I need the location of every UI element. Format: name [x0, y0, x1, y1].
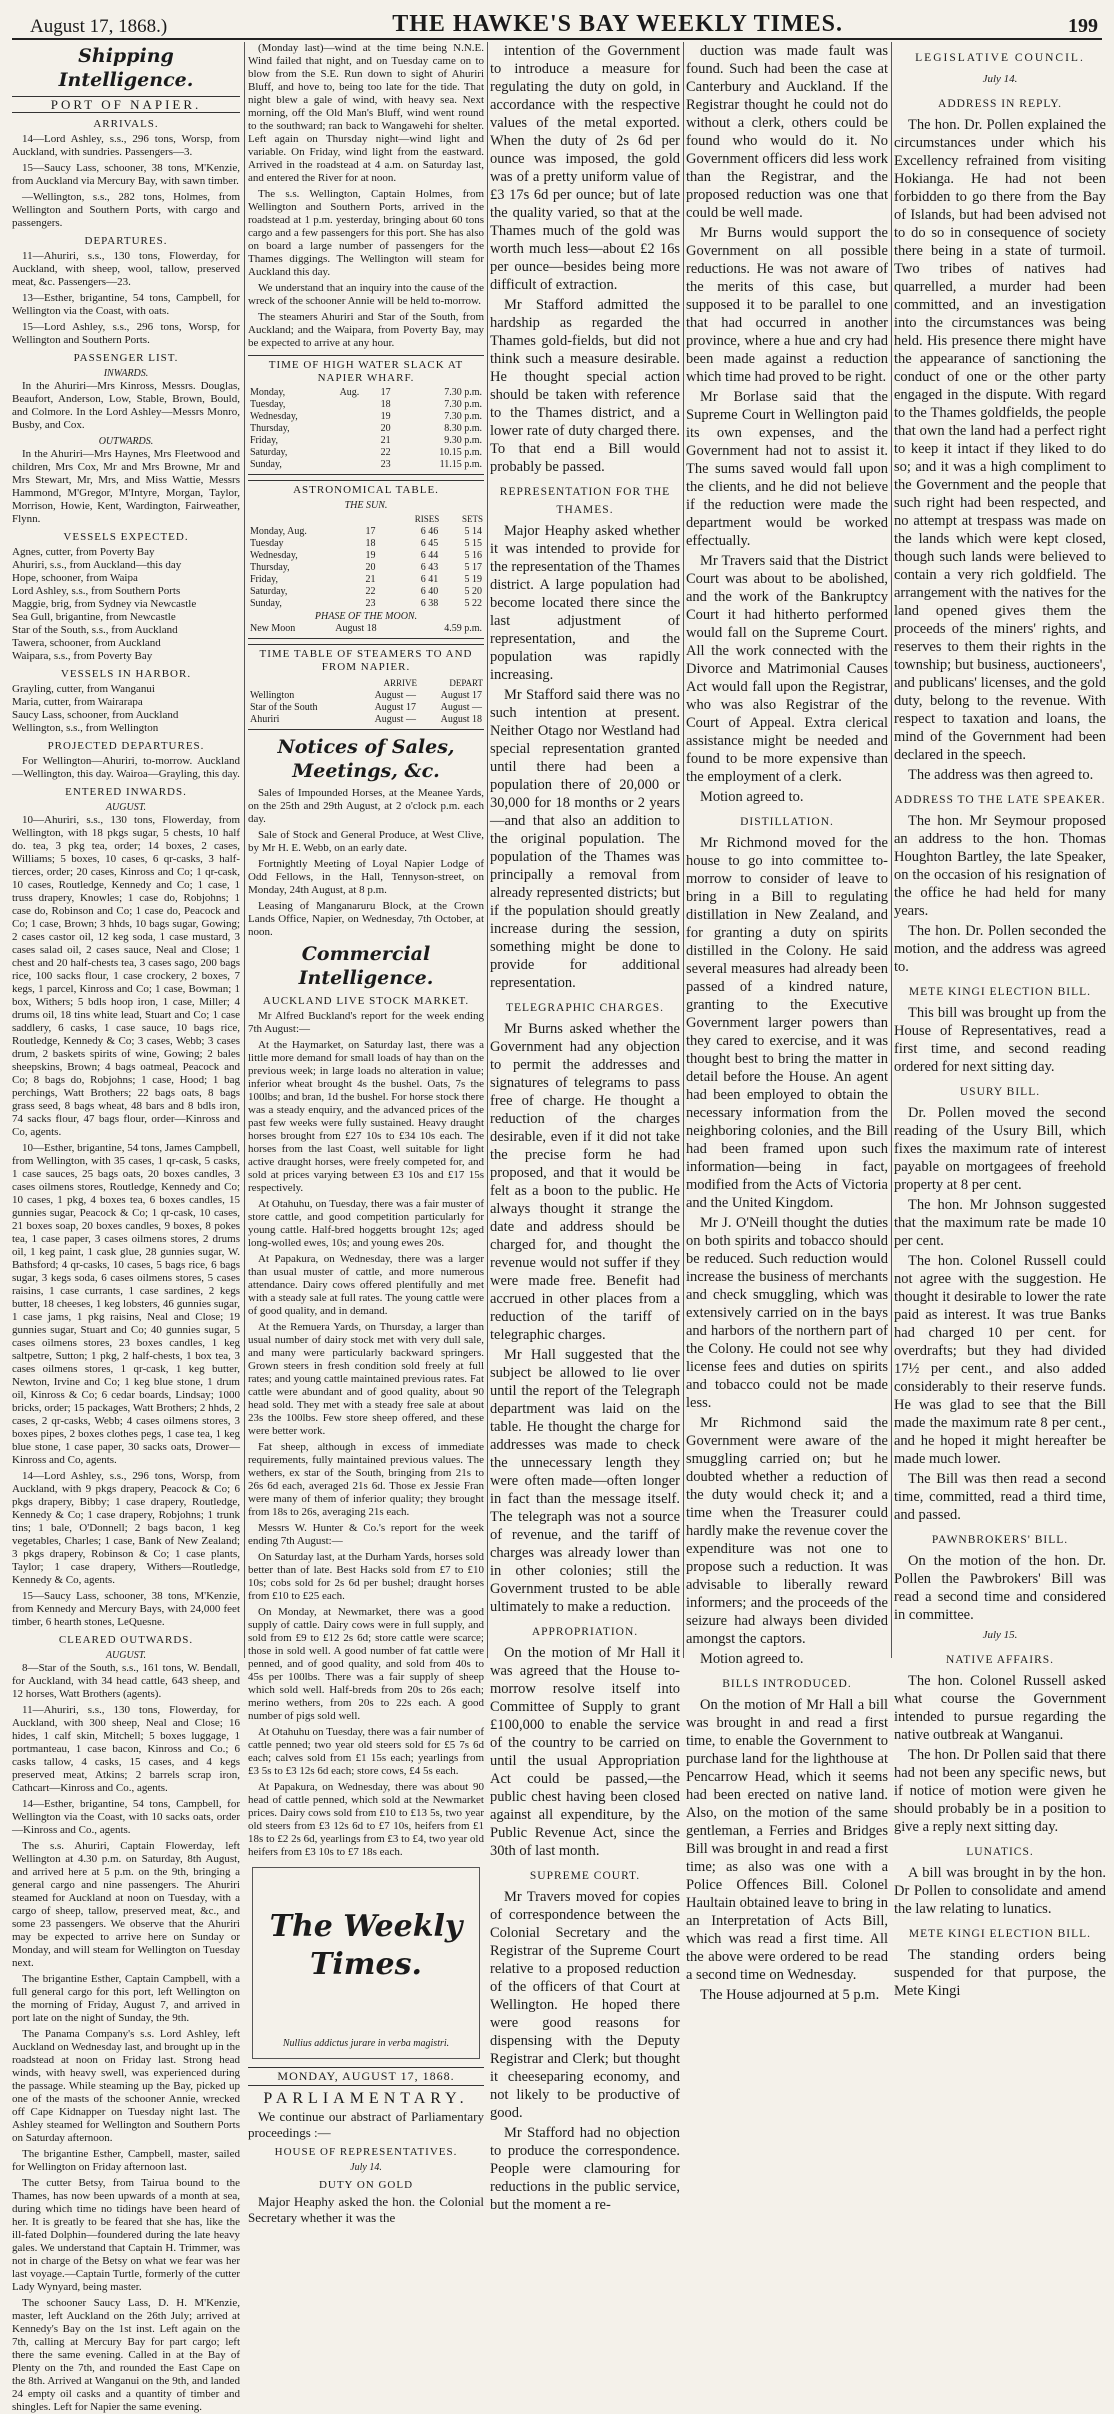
steamer-name: Ahuriri	[250, 714, 280, 725]
sun-table	[248, 512, 484, 610]
arrival-entry: —Wellington, s.s., 282 tons, Holmes, from Wellington and Southern Ports, with cargo and passengers.	[12, 191, 240, 229]
astro-date: 21	[365, 574, 376, 585]
article-paragraph: The Bill was then read a second time, committed, read a third time, and passed.	[894, 1471, 1106, 1523]
masthead	[12, 8, 1102, 40]
shipping-news: The schooner Saucy Lass, D. H. M'Kenzie, master, left Auckland on the 26th July; arrived at Kennedy's Bay on the 1st inst. Left again on the 7th, calling at Mercury Bay for part cargo; left there the same evening. Called in at the Bay of Plenty on the 7th, and rounded the East Cape on the 8th. Arrived at Wanganui on the 9th, and landed 24 empty oil casks and a quantity of timber and shingles. Left for Napier the same evening.	[12, 2297, 240, 2413]
article-paragraph: Mr Travers moved for copies of correspondence between the Colonial Secretary and the Registrar of the Supreme Court relative to a proposed reduction of the officers of that Court at Wellington. He hoped there were good reasons for dispensing with the Deputy Registrar and Clerk; but thought it cheeseparing economy, and not likely to be productive of good.	[490, 1889, 680, 2121]
article-paragraph: Mr Stafford said there was no such intention at present. Neither Otago nor Westland had special representation granted until there had been a population there of 20,000 or 30,000 for 18 months or 2 years—and that also an addition to the original population. The population of the Thames was principally a removal from already represented districts; but if the population should greatly increase during the session, something might be done to provide for additional representation.	[490, 687, 680, 991]
vessel-item: Saucy Lass, schooner, from Auckland	[12, 709, 179, 721]
livestock-heading: AUCKLAND LIVE STOCK MARKET.	[262, 995, 470, 1007]
astro-day: Wednesday,	[250, 550, 298, 561]
tide-day: Friday,	[250, 435, 278, 446]
cleared-entry: 14—Esther, brigantine, 54 tons, Campbell, for Wellington via the Coast, with 10 sacks oats, order—Kinross and Co., agents.	[12, 1798, 240, 1836]
steamer-arrive: August 17	[374, 702, 416, 713]
shipping-news-continued: We understand that an inquiry into the cause of the wreck of the schooner Annie will be held to-morrow.	[248, 282, 484, 307]
market-report: Mr Alfred Buckland's report for the week ending 7th August:—	[248, 1010, 484, 1035]
tide-date: 23	[380, 459, 391, 470]
tide-time: 9.30 p.m.	[444, 435, 482, 446]
tide-day: Thursday,	[250, 423, 290, 434]
sunset-time: 5 22	[464, 598, 482, 609]
shipping-news: The brigantine Esther, Campbell, master, sailed for Wellington on Friday afternoon last.	[12, 2148, 240, 2173]
astro-row	[248, 598, 484, 610]
steamer-table	[248, 676, 484, 726]
notice-item: Fortnightly Meeting of Loyal Napier Lodge of Odd Fellows, in the Hall, Tennyson-street, on Monday, 24th August, at 8 p.m.	[248, 858, 484, 896]
cleared-month: AUGUST.	[105, 1650, 147, 1661]
column-tables-commercial	[248, 42, 484, 2225]
appropriation-heading: APPROPRIATION.	[531, 1626, 639, 1638]
market-report: On Monday, at Newmarket, there was a good supply of cattle. Dairy cows were in full supply, and sold from £9 to £12 2s 6d; store cattle were scarce; those in sold well. A good number of fat cattle were penned, and of good quality, and sold from 40s to 45s per 100lbs. There was a fair supply of sheep which sold well. Half-breds from 20s to 26s each; merino wethers, from 20s to 22s each. A good number of pigs sold well.	[248, 1606, 484, 1722]
sunrise-time: 6 40	[420, 586, 439, 597]
inwards-heading: INWARDS.	[103, 368, 149, 379]
astro-date: 23	[365, 598, 376, 609]
emblem-motto: Nullius addictus jurare in verba magistri.	[282, 2038, 450, 2049]
tide-date: 20	[380, 423, 391, 434]
shipping-news: The cutter Betsy, from Tairua bound to the Thames, has now been upwards of a month at sea, during which time no tidings have been heard of her. It is greatly to be feared that she has, like the ill-fated Dolphin—foundered during the late heavy gales. We understand that Captain H. Trimmer, was not in charge of the Betsy on what we fear was her last voyage.—Captain Turtle, formerly of the cutter Lady Wynyard, being master.	[12, 2177, 240, 2293]
article-paragraph: Motion agreed to.	[700, 1651, 804, 1667]
mete-kingi-heading: METE KINGI ELECTION BILL.	[908, 986, 1092, 998]
arrival-entry: 14—Lord Ashley, s.s., 296 tons, Worsp, from Auckland, with sundries. Passengers—3.	[12, 133, 240, 158]
vessel-item: Hope, schooner, from Waipa	[12, 572, 138, 584]
vessel-item: Grayling, cutter, from Wanganui	[12, 683, 155, 695]
sunrise-time: 6 41	[420, 574, 439, 585]
tide-day: Wednesday,	[250, 411, 298, 422]
astro-date: 18	[365, 538, 376, 549]
issue-dateline: MONDAY, AUGUST 17, 1868.	[248, 2067, 484, 2086]
tide-month: Aug.	[339, 387, 360, 398]
legislative-council-heading: LEGISLATIVE COUNCIL.	[915, 52, 1085, 64]
tide-time: 7.30 p.m.	[444, 411, 482, 422]
steamer-depart: August 18	[440, 714, 482, 725]
tide-table	[248, 387, 484, 471]
notice-item: Leasing of Manganaruru Block, at the Crown Lands Office, Napier, on Wednesday, 7th October, at noon.	[248, 900, 484, 938]
shipping-news-continued: The steamers Ahuriri and Star of the South, from Auckland; and the Waipara, from Poverty Bay, may be expected to arrive at any hour.	[248, 311, 484, 349]
article-paragraph: On the motion of Mr Hall it was agreed that the House to-morrow resolve itself into Committee of Supply to grant £100,000 to enable the service of the country to be carried on until the usual Appropriation Act could be passed,—the public chest having been closed against all expenditure, by the Public Revenue Act, since the 30th of last month.	[490, 1645, 680, 1859]
commercial-heading: Commercial Intelligence.	[298, 943, 434, 989]
vessel-item: Tawera, schooner, from Auckland	[12, 637, 161, 649]
article-paragraph: The hon. Colonel Russell asked what course the Government intended to pursue regarding the native outbreak at Wanganui.	[894, 1673, 1106, 1743]
article-paragraph: Mr Richmond said the Government were aware of the smuggling carried on; but he doubted whether a reduction of the duty would check it; and a time when the Treasurer could hardly make the revenue cover the expenditure was not one to propose such a reduction. It was advisable to liberally reward informers; and the proceeds of the seizure had always been divided amongst the captors.	[686, 1415, 888, 1647]
article-paragraph: On the motion of Mr Hall a bill was brought in and read a first time, to enable the Government to purchase land for the lighthouse at Pencarrow Head, which it seems had been erected on native land. Also, on the motion of the same gentleman, a Ferries and Bridges Bill was brought in and read a first time; as also was one with a Police Offences Bill. Colonel Haultain obtained leave to bring in an Interpretation of Acts Bill, which was read a first time. All the above were ordered to be read a second time on Wednesday.	[686, 1697, 888, 1983]
cleared-entry: 11—Ahuriri, s.s., 130 tons, Flowerday, for Auckland, with 300 sheep, Neal and Close; 16 hides, 1 calf skin, Mitchell; 5 boxes luggage, 1 portmanteau, 1 case bacon, Kinross and Co.; 6 casks tallow, 4 casks, 15 cases, and 4 kegs preserved meat, Atkins; 2 barrels scrap iron, Cathcart—Kinross and Co., agents.	[12, 1704, 240, 1794]
vessel-item: Lord Ashley, s.s., from Southern Ports	[12, 585, 181, 597]
supreme-court-heading: SUPREME COURT.	[529, 1870, 641, 1882]
sunrise-time: 6 45	[420, 538, 439, 549]
article-paragraph: Mr Borlase said that the Supreme Court in Wellington paid its own expenses, and the Government had not to assist it. The sums saved would fall upon the clients, and he did not believe if the reduction were made the department would be worked effectually.	[686, 389, 888, 549]
astro-date: 22	[365, 586, 376, 597]
tide-row	[248, 399, 484, 411]
steamer-name: Wellington	[250, 690, 295, 701]
passenger-list-heading: PASSENGER LIST.	[73, 352, 179, 364]
market-report: At the Haymarket, on Saturday last, there was a little more demand for small loads of hay than on the previous week; in large loads no alteration in value; inferior wheat brought 4s the bushel. Oats, 7s the 100lbs; and bran, 1d the bushel. For horse stock there was a steady enquiry, and the advanced prices of the past few weeks were fully sustained. Heavy draught horses brought from £27 10s to £34 10s each. The horses from the last Coast, well suitable for light active draught horses, were freely competed for, and sold at prices varying between £3 10s and £17 15s respectively.	[248, 1039, 484, 1194]
native-affairs-heading: NATIVE AFFAIRS.	[945, 1654, 1055, 1666]
arrive-header: ARRIVE	[383, 678, 417, 688]
sunset-time: 5 17	[464, 562, 482, 573]
market-report: Messrs W. Hunter & Co.'s report for the week ending 7th August:—	[248, 1522, 484, 1547]
emblem-title: The Weekly Times.	[269, 1909, 463, 1982]
sun-subtitle: THE SUN.	[344, 500, 388, 511]
arrivals-heading: ARRIVALS.	[93, 118, 159, 130]
astro-row	[248, 526, 484, 538]
astro-row	[248, 550, 484, 562]
port-heading: PORT OF NAPIER.	[12, 96, 240, 113]
moon-table	[248, 623, 484, 635]
projected-text: For Wellington—Ahuriri, to-morrow. Auckland—Wellington, this day. Wairoa—Grayling, this day.	[12, 755, 240, 780]
astro-day: Tuesday	[250, 538, 284, 549]
article-paragraph: The hon. Dr Pollen said that there had not been any specific news, but if notice of motion were given he should probably be in a position to give a reply next sitting day.	[894, 1747, 1106, 1835]
inwards-text: In the Ahuriri—Mrs Kinross, Messrs. Douglas, Beaufort, Anderson, Low, Stable, Brown, Bould, and Colmore. In the Lord Ashley—Messrs Monro, Busby, and Cox.	[12, 380, 240, 431]
article-paragraph: The hon. Dr. Pollen explained the circumstances under which his Excellency refrained from visiting Hokianga. He had not been forbidden to go there from the Bay of Islands, but had been advised not to do so in consequence of society there being in a state of turmoil. Two tribes of natives had quarrelled, a murder had been committed, and an investigation into the circumstances was being held. His presence there might have the appearance of sanctioning the conduct of one or the other party engaged in the dispute. With regard to the Thames goldfields, the people that own the land had a perfect right to keep it intact if they liked to do so; and it was a high compliment to the Government and the people that such right had been respected, and no attempt at trespass was made on the lands which were kept closed, though such lands were believed to contain a very rich goldfield. The arrangement with the natives for the land opened gives them the proceeds of the miners' rights, and reserves to them their rights in the township; but business, auctioneers', and publicans' licenses, and the gold duty, belong to the revenue. With respect to taxation and loans, the mind of the Government had been declared in the speech.	[894, 117, 1106, 763]
departure-entry: 15—Lord Ashley, s.s., 296 tons, Worsp, for Wellington and Southern Ports.	[12, 321, 240, 346]
moon-time: 4.59 p.m.	[444, 623, 482, 634]
steamer-arrive: August —	[374, 714, 416, 725]
vessel-item: Ahuriri, s.s., from Auckland—this day	[12, 559, 182, 571]
departure-entry: 11—Ahuriri, s.s., 130 tons, Flowerday, for Auckland, with sheep, wool, tallow, preserved meat, &c. Passengers—23.	[12, 250, 240, 288]
article-paragraph: The hon. Dr. Pollen seconded the motion, and the address was agreed to.	[894, 923, 1106, 975]
astro-row	[248, 574, 484, 586]
entered-inwards-heading: ENTERED INWARDS.	[65, 786, 187, 798]
tide-time: 7.30 p.m.	[444, 399, 482, 410]
council-date: July 15.	[982, 1629, 1018, 1641]
steamer-depart: August —	[440, 702, 482, 713]
tide-time: 8.30 p.m.	[444, 423, 482, 434]
article-paragraph: Mr Stafford admitted the hardship as regarded the Thames gold-fields, but did not think such a measure desirable. He thought special action should be taken with reference to the Thames district, and a lower rate of duty charged there. To that end a Bill would probably be passed.	[490, 297, 680, 475]
tide-row	[248, 447, 484, 459]
usury-bill-heading: USURY BILL.	[959, 1086, 1041, 1098]
moon-date: August 18	[335, 623, 377, 634]
tide-row	[248, 423, 484, 435]
shipping-news: The Panama Company's s.s. Lord Ashley, left Auckland on Wednesday last, and brought up in the roadstead at noon on Friday last. Strong head winds, with heavy swell, was experienced during the passage. While steaming up the Bay, picked up one of the masts of the schooner Annie, wrecked off Cape Kidnapper on Tuesday night last. The Ashley steamed for Wellington and Southern Ports on Saturday afternoon.	[12, 2028, 240, 2144]
moon-phase-title: PHASE OF THE MOON.	[314, 611, 418, 622]
market-report: On Saturday last, at the Durham Yards, horses sold better than of late. Best Hacks sold from £7 to £10 10s; cobs sold for 2s 6d per bushel; draught horses from £10 to £25 each.	[248, 1551, 484, 1602]
representation-heading: REPRESENTATION FOR THE THAMES.	[499, 486, 671, 516]
column-rule	[487, 42, 488, 1658]
page-number: 199	[1067, 15, 1098, 37]
vessel-item: Waipara, s.s., from Poverty Bay	[12, 650, 153, 662]
astro-date: 19	[365, 550, 376, 561]
sunset-time: 5 14	[464, 526, 482, 537]
cleared-outwards-heading: CLEARED OUTWARDS.	[58, 1634, 194, 1646]
entered-entry: 14—Lord Ashley, s.s., 296 tons, Worsp, from Auckland, with 9 pkgs drapery, Peacock & Co; 6 pkgs drapery, Bibby; 1 case drapery, Routledge, Kennedy & Co; 1 case drapery, Robjohns; 1 trunk tins; 1 bale, O'Donnell; 2 bags bacon, 1 keg vegetables, Charles; 1 case, Bank of New Zealand; 3 pkgs drapery, Robinson & Co; 1 case plants, Taylor; 1 case drapery, Withers—Routledge, Kennedy & Co, agents.	[12, 1470, 240, 1586]
article-paragraph: duction was made fault was found. Such had been the case at Canterbury and Auckland. If the Registrar thought he could not do without a clerk, others could be found who would do it. No Government officers did less work than the Registrar, and the proposed reduction was one that could be well made.	[686, 43, 888, 221]
astro-day: Monday, Aug.	[250, 526, 307, 537]
astronomical-table	[248, 480, 484, 639]
article-paragraph: The address was then agreed to.	[908, 767, 1094, 783]
article-paragraph: This bill was brought up from the House of Representatives, read a first time, and second reading ordered for next sitting day.	[894, 1005, 1106, 1075]
lunatics-heading: LUNATICS.	[966, 1846, 1034, 1858]
article-paragraph: Mr Richmond moved for the house to go into committee to-morrow to consider of leave to bring in a Bill to regulating distillation in New Zealand, and for granting a duty on spirits distilled in the Colony. He said several measures had already been passed of a kindred nature, granting to the Executive Government larger powers than they cared to exercise, and it was thought best to bring the matter in detail before the House. An agent had been employed to obtain the necessary information from the neighboring colonies, and the Bill had been framed upon such information—being in fact, modified from the Acts of Victoria and the United Kingdom.	[686, 835, 888, 1211]
market-report: Fat sheep, although in excess of immediate requirements, fully maintained previous values. The wethers, ex star of the South, bringing from 21s to 26s 6d each, averaged 21s 6d. Those ex Jessie Fran were many of them of inferior quality; they brought from 18s to 26s, averaging 21s each.	[248, 1441, 484, 1518]
market-report: At Otahuhu on Tuesday, there was a fair number of cattle penned; two year old steers sold for £5 7s 6d each; calves sold from £1 15s each; yearlings from £3 5s to £3 12s 6d each; store cows, £4 5s each.	[248, 1726, 484, 1777]
column-parliament-2	[686, 42, 888, 2003]
column-shipping	[12, 42, 240, 2413]
depart-header: DEPART	[449, 678, 483, 688]
projected-departures-heading: PROJECTED DEPARTURES.	[47, 740, 205, 752]
sunrise-time: 6 43	[420, 562, 439, 573]
article-paragraph: The standing orders being suspended for that purpose, the Mete Kingi	[894, 1947, 1106, 1999]
pawnbrokers-heading: PAWNBROKERS' BILL.	[931, 1534, 1069, 1546]
departure-entry: 13—Esther, brigantine, 54 tons, Campbell, for Wellington via the Coast, with oats.	[12, 292, 240, 317]
tide-time: 10.15 p.m.	[439, 447, 482, 458]
astro-day: Friday,	[250, 574, 278, 585]
steamer-name: Star of the South	[250, 702, 318, 713]
tide-month	[338, 459, 379, 471]
notice-item: Sale of Stock and General Produce, at West Clive, by Mr H. E. Webb, on an early date.	[248, 829, 484, 854]
market-report: At Otahuhu, on Tuesday, there was a fair muster of store cattle, and good competition particularly for young cattle. Half-bred hoggetts brought 12s; aged long-wolled ewes, 10s; and young ewes 20s.	[248, 1198, 484, 1249]
shipping-news: The brigantine Esther, Captain Campbell, with a full general cargo for this port, left Wellington on the morning of Friday, August 7, and arrived in port late on the night of Sunday, the 9th.	[12, 1973, 240, 2024]
late-speaker-heading: ADDRESS TO THE LATE SPEAKER.	[894, 794, 1106, 806]
article-paragraph: A bill was brought in by the hon. Dr Pollen to consolidate and amend the law relating to lunatics.	[894, 1865, 1106, 1917]
article-paragraph: Dr. Pollen moved the second reading of the Usury Bill, which fixes the maximum rate of interest payable on mortgagees of freehold property at 8 per cent.	[894, 1105, 1106, 1193]
sunrise-time: 6 38	[420, 598, 439, 609]
tide-date: 19	[380, 411, 391, 422]
tide-day: Sunday,	[250, 459, 282, 470]
outwards-heading: OUTWARDS.	[98, 436, 154, 447]
article-paragraph: Mr Travers said that the District Court was about to be abolished, and the work of the Bankruptcy Court it had hitherto performed would fall on the Supreme Court. All the work connected with the Divorce and Matrimonial Causes Act would fall upon the Registrar, who was also Registrar of the Court of Appeal. Extra clerical assistance might be needed and found to be more expensive than the employment of a clerk.	[686, 553, 888, 785]
vessel-item: Wellington, s.s., from Wellington	[12, 722, 159, 734]
tide-day: Monday,	[250, 387, 286, 398]
moon-label: New Moon	[250, 623, 296, 634]
notices-heading: Notices of Sales, Meetings, &c.	[277, 736, 455, 782]
high-water-title: TIME OF HIGH WATER SLACK AT NAPIER WHARF.	[268, 359, 464, 384]
article-paragraph: The House adjourned at 5 p.m.	[700, 1987, 880, 2003]
newspaper-title: THE HAWKE'S BAY WEEKLY TIMES.	[392, 11, 843, 37]
sunset-time: 5 20	[464, 586, 482, 597]
market-report: At the Remuera Yards, on Thursday, a larger than usual number of dairy stock met with very dull sale, and many were particularly backward springers. Grown steers in fresh condition sold freely at full rates; and young cattle maintained previous rates. Fat cattle were abundant and of good quality, about 90 head sold. They met with a steady free sale at about 23s the 100lbs. Few store sheep offered, and these were better work.	[248, 1321, 484, 1437]
shipping-news: The s.s. Ahuriri, Captain Flowerday, left Wellington at 4.30 p.m. on Saturday, 8th August, and arrived here at 5 p.m. on the 9th, bringing a general cargo and nine passengers. The Ahuriri steamed for Auckland at noon on Tuesday, with a cargo of sheep, tallow, preserved meat, &c., and some 23 passengers. We observe that the Ahuriri may be expected to arrive here on Sunday or Monday, and will steam for Wellington on Tuesday next.	[12, 1840, 240, 1969]
entered-month: AUGUST.	[105, 802, 147, 813]
tide-row	[248, 435, 484, 447]
vessel-item: Agnes, cutter, from Poverty Bay	[12, 546, 155, 558]
steamer-depart: August 17	[440, 690, 482, 701]
house-heading: HOUSE OF REPRESENTATIVES.	[274, 2146, 458, 2158]
sunrise-time: 6 44	[420, 550, 439, 561]
vessel-item: Maggie, brig, from Sydney via Newcastle	[12, 598, 197, 610]
vessels-in-harbor-heading: VESSELS IN HARBOR.	[60, 668, 192, 680]
parliamentary-heading: PARLIAMENTARY.	[263, 2090, 469, 2107]
article-paragraph: Mr Stafford had no objection to produce the correspondence. People were clamouring for reductions in the public service, but the moment a re-	[490, 2125, 680, 2213]
tide-month	[338, 423, 379, 435]
tide-row	[248, 459, 484, 471]
tide-date: 17	[380, 387, 391, 398]
parliamentary-intro: We continue our abstract of Parliamentary proceedings :—	[248, 2109, 484, 2140]
arrival-entry: 15—Saucy Lass, schooner, 38 tons, M'Kenzie, from Auckland via Mercury Bay, with sawn timber.	[12, 162, 240, 187]
article-paragraph: The hon. Colonel Russell could not agree with the suggestion. He thought it desirable to lower the rate paid as interest. It was true Banks had charged 10 per cent. for overdrafts; but they had divided 17½ per cent., and also added considerably to their reserve funds. He was glad to see that the Bill made the maximum rate 8 per cent., and he hoped it might hereafter be made much lower.	[894, 1253, 1106, 1467]
tide-day: Saturday,	[250, 447, 288, 458]
tide-day: Tuesday,	[250, 399, 286, 410]
astronomical-title: ASTRONOMICAL TABLE.	[293, 484, 439, 496]
article-paragraph: Mr Burns would support the Government on all possible reductions. He was not aware of the merits of this case, but supposed it to be parallel to one that had occurred in another province, where a hue and cry had been made against a reduction which time had proved to be right.	[686, 225, 888, 385]
sunset-time: 5 15	[464, 538, 482, 549]
distillation-heading: DISTILLATION.	[740, 816, 834, 828]
shipping-news-continued: (Monday last)—wind at the time being N.N.E. Wind failed that night, and on Tuesday came on to blow from the S.E. Run down to sight of Ahuriri Bluff, and hove to, being too late for the tide. That night blew a gale of wind, with heavy sea. Next morning, off the Old Man's Bluff, wind went round to the southward; ran back to Wangawehi for shelter. Left again on Thursday night—wind light and variable. On Friday, wind light from the eastward. Arrived in the roadstead at 4 a.m. on Saturday last, and entered the River for at noon.	[248, 42, 484, 184]
weekly-times-emblem	[252, 1867, 480, 2059]
duty-on-gold-text: Major Heaphy asked the hon. the Colonial Secretary whether it was the	[248, 2194, 484, 2225]
vessel-item: Sea Gull, brigantine, from Newcastle	[12, 611, 176, 623]
column-legislative-council	[894, 42, 1106, 1999]
sunset-time: 5 16	[464, 550, 482, 561]
tide-row	[248, 411, 484, 423]
astro-day: Sunday,	[250, 598, 282, 609]
departures-heading: DEPARTURES.	[84, 235, 168, 247]
column-parliament-1	[490, 42, 680, 2213]
steamer-row	[248, 690, 484, 702]
market-report: At Papakura, on Wednesday, there was about 90 head of cattle penned, which sold at the Newmarket prices. Dairy cows sold from £10 to £13 5s, two year old steers from £3 12s 6d to £7 10s, heifers from £1 18s to £2 2s 6d, yearlings from £3 to £4, two year old heifers from £3 10s to £7 18s each.	[248, 1781, 484, 1858]
outwards-text: In the Ahuriri—Mrs Haynes, Mrs Fleetwood and children, Mrs Cox, Mr and Mrs Browne, Mr and Mrs Stewart, Mr, Mrs, and Miss Wattie, Messrs Hammond, M'Gregor, M'Intyre, Morgan, Taylor, Morrison, Howie, Kent, Wardington, Fairweather, Flynn.	[12, 448, 240, 525]
high-water-table	[248, 355, 484, 475]
market-report: At Papakura, on Wednesday, there was a larger than usual muster of cattle, and more numerous attendance. Dairy cows offered plentifully and met with a steady sale at full rates. The young cattle were of good quality, and in demand.	[248, 1253, 484, 1317]
astro-date: 17	[365, 526, 376, 537]
entered-entry: 10—Esther, brigantine, 54 tons, James Campbell, from Wellington, with 35 cases, 1 qr-cask, 5 casks, 1 case sauces, 25 bags oats, 20 boxes candles, 3 cases oilmens stores, Routledge, Kennedy and Co; 10 cases, 1 pkg, 4 boxes tea, 6 boxes candles, 15 gunnies sugar, Peacock & Co; 1 qr-cask, 10 cases, 21 boxes soap, 20 boxes candles, 9 boxes, 8 pokes tea, 1 case paper, 3 cases oilmens stores, 2 drums oil, 1 keg paint, 1 cask glue, 28 gunnies sugar, W. Bathsford; 4 qr-casks, 10 cases, 5 bags rice, 6 bags sugar, 3 kegs soda, 6 cases oilmens stores, 5 cases raisins, 1 case currants, 1 case sardines, 2 kegs butter, 18 cheeses, 1 keg lobsters, 46 gunnies sugar, 1 case jams, 1 pkg raisins, Neal and Close; 19 gunnies sugar, Stuart and Co; 40 gunnies sugar, 5 cases oilmens stores, 23 boxes candles, 1 keg saltpetre, Sutton; 1 pkg, 2 half-chests, 1 box tea, 3 cases oilmens stores, 1 qr-cask, 1 keg butter, Newton, Irvine and Co; 1 keg blue stone, 1 drum oil, Kinross & Co; 6 cedar boards, Lindsay; 1000 bricks, order; 15 packages, Watt Brothers; 2 hhds, 2 cases, 2 qr-casks, Webb; 4 cases oilmens stores, 3 boxes pipes, 2 boxes clothes pegs, 1 case tea, 1 keg blue stone, 1 case paper, 30 sacks oats, Drower—Kinross and Co, agents.	[12, 1142, 240, 1466]
vessel-item: Star of the South, s.s., from Auckland	[12, 624, 178, 636]
article-paragraph: On the motion of the hon. Dr. Pollen the Pawbrokers' Bill was read a second time and considered in committee.	[894, 1553, 1106, 1623]
astro-row	[248, 562, 484, 574]
telegraphic-heading: TELEGRAPHIC CHARGES.	[505, 1002, 664, 1014]
vessel-item: Maria, cutter, from Wairarapa	[12, 696, 143, 708]
steamer-row	[248, 714, 484, 726]
article-paragraph: Mr Hall suggested that the subject be allowed to lie over until the report of the Telegraph department was laid on the table. He thought the charge for addresses was made to check the unnecessary length they were often made—often longer in fact than the message itself. The telegraph was not a source of revenue, and the tariff of charges was already lower than in other colonies; still the Government trusted to be able ultimately to make a reduction.	[490, 1347, 680, 1615]
sets-header: SETS	[461, 514, 483, 524]
duty-on-gold-heading: DUTY ON GOLD	[318, 2179, 414, 2191]
tide-time: 11.15 p.m.	[439, 459, 482, 470]
astro-row	[248, 538, 484, 550]
rises-header: RISES	[414, 514, 440, 524]
issue-date: August 17, 1868.)	[30, 16, 168, 37]
article-paragraph: Motion agreed to.	[700, 789, 804, 805]
shipping-news-continued: The s.s. Wellington, Captain Holmes, from Wellington and Southern Ports, arrived in the roadstead at 1 p.m. yesterday, bringing about 60 tons cargo and a few passengers for this port. She has also on board a large number of passengers for the Thames diggings. The Wellington will steam for Auckland this day.	[248, 188, 484, 278]
entered-entry: 10—Ahuriri, s.s., 130 tons, Flowerday, from Wellington, with 18 pkgs sugar, 5 chests, 10 half do. tea, 3 pkg tea, order; 14 boxes, 2 cases, Williams; 5 boxes, 10 cases, 6 qr-casks, 3 half-tierces, order; 20 cases, Kinross and Co; 1 qr-cask, 10 cases, Routledge, Kennedy and Co; 1 case, 1 truss drapery, Knowles; 1 case do, Robjohns; 1 case do, Robinson and Co; 1 case do, Peacock and Co; 1 case, Brown; 3 hhds, 10 bags sugar, Gowing; 2 cases castor oil, 12 keg soda, 1 case mustard, 3 cases salad oil, 2 cases sauce, Neal and Close; 1 chest and 20 half-chests tea, 3 cases sago, 200 bags rice, 100 sacks flour, 1 case crockery, 2 boxes, 7 kegs, 1 parcel, Kinross and Co; 1 case, Bowman; 1 box, Withers; 5 bdls hoop iron, 1 case, Miller; 4 drums oil, 18 tins white lead, Stuart and Co; 1 case saddlery, 6 casks, 1 case sauce, 10 bags rice, Routledge, Kennedy & Co; 3 cases, Webb; 3 cases drum, 2 baskets spirits of wine, Gowing; 2 bales sheepskins, Brown; 4 bags oatmeal, Peacock and Co; 8 bags do, Robjohns; 1 case, Hood; 1 bag perchings, Watt Brothers; 22 bags oats, 8 bags grass seed, 8 bags wheat, 48 bars and 8 bdls iron, 74 sacks flour, 47 bags flour, order—Kinross and Co, agents.	[12, 814, 240, 1138]
vessels-expected-heading: VESSELS EXPECTED.	[63, 531, 189, 543]
steamer-row	[248, 702, 484, 714]
address-in-reply-heading: ADDRESS IN REPLY.	[938, 98, 1062, 110]
tide-time: 7.30 p.m.	[444, 387, 482, 398]
column-rule	[244, 42, 245, 1658]
article-paragraph: The hon. Mr Johnson suggested that the maximum rate be made 10 per cent.	[894, 1197, 1106, 1249]
column-rule	[891, 42, 892, 1658]
article-paragraph: Mr J. O'Neill thought the duties on both spirits and tobacco should be reduced. Such reduction would increase the business of merchants and check smuggling, which was extensively carried on in the bays and harbors of the northern part of the Colony. He could not see why license fees and duties on spirits and tobacco could not be made less.	[686, 1215, 888, 1411]
article-paragraph: Major Heaphy asked whether it was intended to provide for the representation of the Thames district. A large population had become located there since the last adjustment of representation, and the population was rapidly increasing.	[490, 523, 680, 683]
tide-date: 18	[380, 399, 391, 410]
notice-item: Sales of Impounded Horses, at the Meanee Yards, on the 25th and 29th August, at 2 o'clock p.m. each day.	[248, 787, 484, 825]
tide-date: 22	[380, 447, 391, 458]
astro-day: Thursday,	[250, 562, 290, 573]
column-rule	[683, 42, 684, 1658]
cleared-entry: 8—Star of the South, s.s., 161 tons, W. Bendall, for Auckland, with 34 head cattle, 643 sheep, and 12 horses, Watt Brothers (agents).	[12, 1662, 240, 1700]
astro-date: 20	[365, 562, 376, 573]
tide-month	[338, 399, 379, 411]
sunrise-time: 6 46	[420, 526, 439, 537]
astro-day: Saturday,	[250, 586, 288, 597]
astro-row	[248, 586, 484, 598]
sunset-time: 5 19	[464, 574, 482, 585]
tide-date: 21	[380, 435, 391, 446]
steamer-title: TIME TABLE OF STEAMERS TO AND FROM NAPIER.	[259, 648, 473, 673]
bills-introduced-heading: BILLS INTRODUCED.	[722, 1678, 852, 1690]
council-date: July 14.	[982, 73, 1018, 85]
house-date: July 14.	[350, 2162, 382, 2173]
tide-row	[248, 387, 484, 399]
article-paragraph: The hon. Mr Seymour proposed an address to the hon. Thomas Houghton Bartley, the late Speaker, on the occasion of his resignation of the office he had held for many years.	[894, 813, 1106, 919]
article-paragraph: intention of the Government to introduce a measure for regulating the duty on gold, in accordance with the respective values of the metal exported. When the duty of 2s 6d per ounce was imposed, the gold was of a pretty uniform value of £3 17s 6d per ounce; but of late the quality varied, so that at the Thames much of the gold was worth much less—about £2 16s per ounce—besides being more difficult of extraction.	[490, 43, 680, 293]
steamer-arrive: August —	[374, 690, 416, 701]
entered-entry: 15—Saucy Lass, schooner, 38 tons, M'Kenzie, from Kennedy and Mercury Bays, with 24,000 feet timber, 6 hearth stones, LeQuesne.	[12, 1590, 240, 1628]
tide-month	[338, 435, 379, 447]
steamer-timetable	[248, 644, 484, 730]
article-paragraph: Mr Burns asked whether the Government had any objection to permit the addresses and signatures of telegrams to pass free of charge. He thought a reduction of the charges desirable, even if it did not take the precise form he had proposed, and that it would be felt as a boon to the public. He always thought it strange the date and address should be charged for, and thought the revenue would not suffer if they were made free. Benefit had accrued in other places from a reduction of the tariff of telegraphic charges.	[490, 1021, 680, 1343]
tide-month	[338, 411, 379, 423]
mete-kingi-heading: METE KINGI ELECTION BILL.	[908, 1928, 1092, 1940]
tide-month	[338, 447, 379, 459]
shipping-heading: Shipping Intelligence.	[58, 45, 194, 91]
